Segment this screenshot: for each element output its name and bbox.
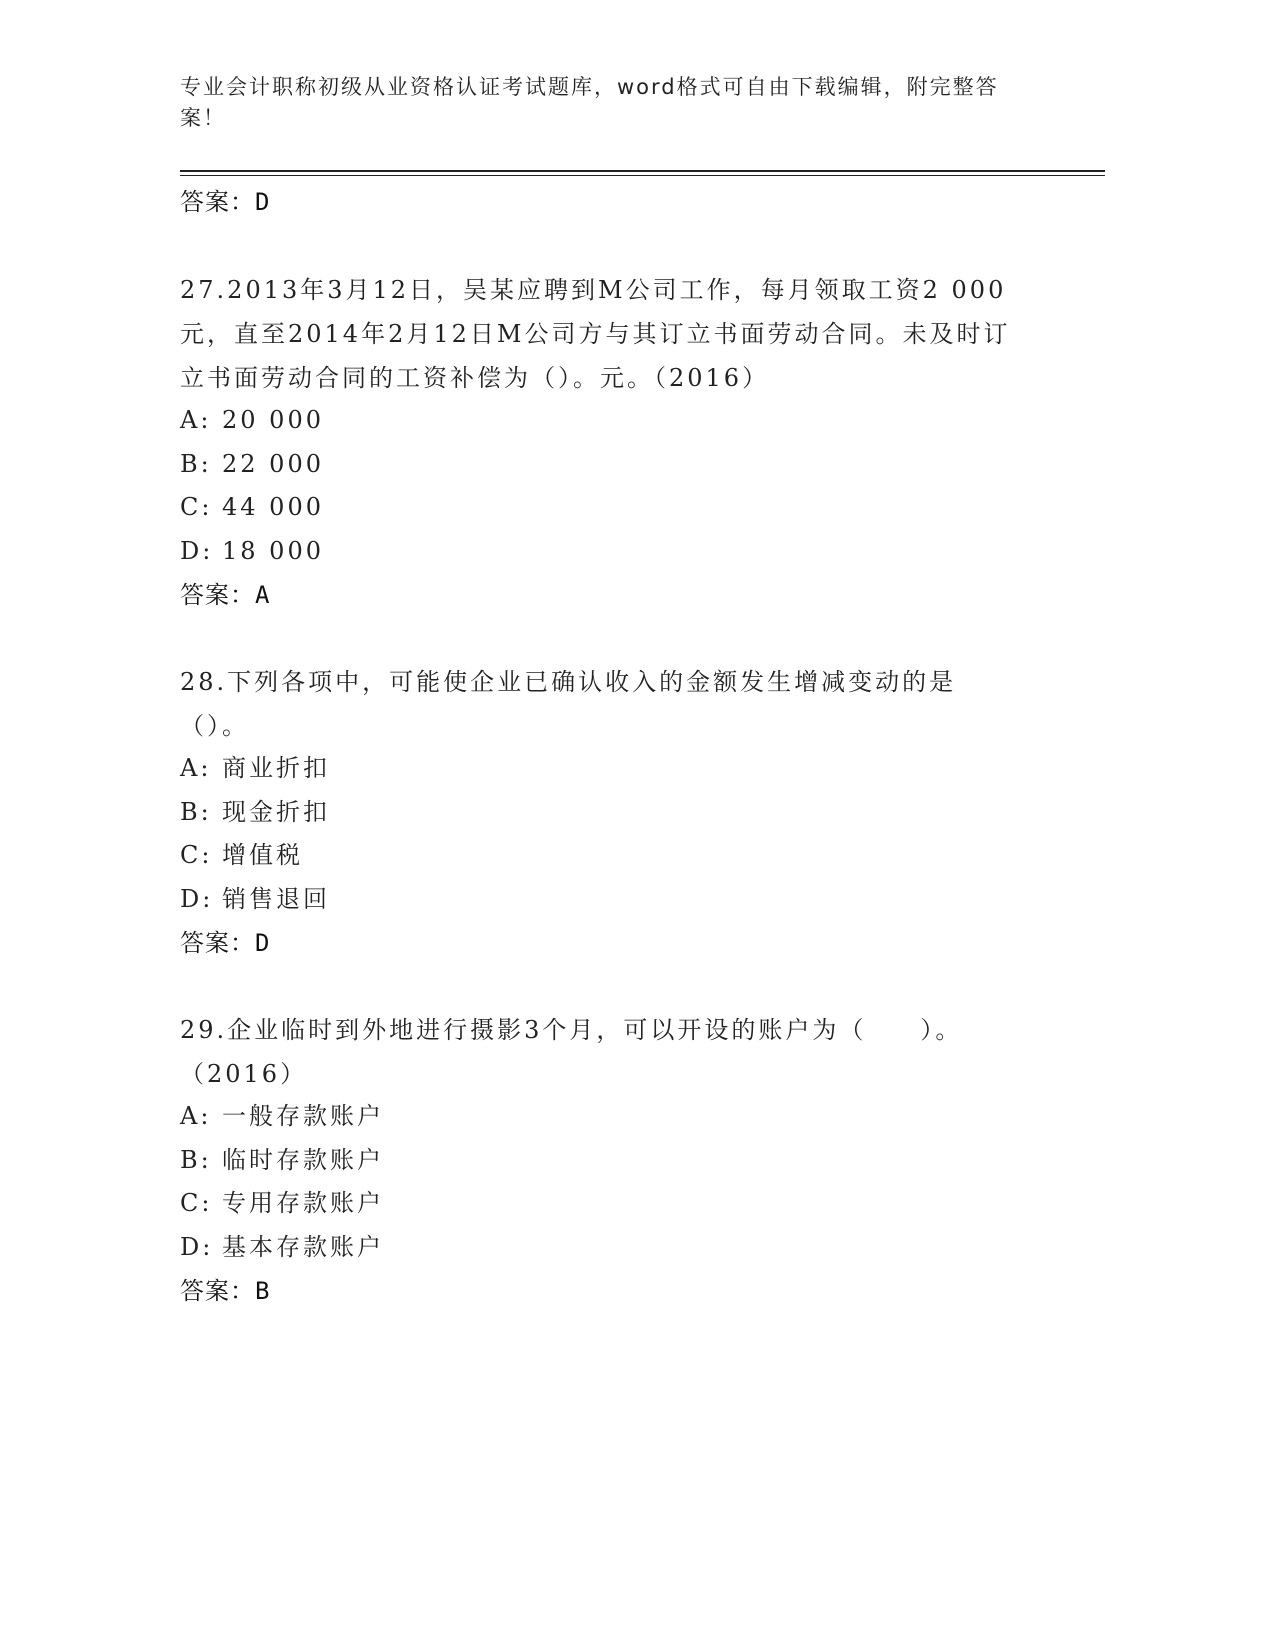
option-key: D: — [180, 1233, 214, 1261]
option-key: C: — [180, 841, 213, 869]
question-28-option-d — [180, 884, 330, 914]
option-key: C: — [180, 1189, 213, 1217]
question-27-option-d — [180, 536, 324, 566]
answer-label: 答案： — [180, 581, 255, 609]
option-key: D: — [180, 885, 214, 913]
question-28-option-c — [180, 840, 303, 870]
option-text: 22 000 — [222, 450, 324, 478]
option-text: 现金折扣 — [222, 798, 330, 826]
question-27-answer — [180, 580, 270, 610]
option-key: A: — [180, 1102, 212, 1130]
question-28-option-a — [180, 753, 330, 783]
question-29-option-b — [180, 1145, 384, 1175]
option-text: 基本存款账户 — [222, 1233, 384, 1261]
option-text: 商业折扣 — [222, 754, 330, 782]
question-28-answer — [180, 928, 270, 958]
question-29-option-c — [180, 1188, 384, 1218]
answer-label: 答案： — [180, 929, 255, 957]
option-key: D: — [180, 537, 214, 565]
option-key: B: — [180, 1146, 212, 1174]
option-text: 一般存款账户 — [222, 1102, 384, 1130]
option-text: 44 000 — [222, 493, 324, 521]
answer-label: 答案： — [180, 188, 255, 216]
option-text: 专用存款账户 — [222, 1189, 384, 1217]
question-29-option-a — [180, 1101, 384, 1131]
header-rule-thick — [180, 170, 1105, 172]
option-key: A: — [180, 406, 212, 434]
question-28-option-b — [180, 797, 330, 827]
answer-value: D — [255, 929, 271, 957]
question-29-text: 29.企业临时到外地进行摄影3个月，可以开设的账户为（ ）。（2016） — [180, 1016, 963, 1088]
prev-answer — [180, 187, 270, 217]
option-text: 临时存款账户 — [222, 1146, 384, 1174]
option-key: B: — [180, 798, 212, 826]
question-27-option-c — [180, 492, 324, 522]
question-29-answer — [180, 1276, 270, 1306]
question-27-text: 27.2013年3月12日，吴某应聘到M公司工作，每月领取工资2 000元，直至2014年2月12日M公司方与其订立书面劳动合同。未及时订立书面劳动合同的工资补偿为（）。元。（2016） — [180, 276, 1011, 392]
option-text: 增值税 — [222, 841, 303, 869]
answer-label: 答案： — [180, 1277, 255, 1305]
option-key: C: — [180, 493, 213, 521]
option-key: A: — [180, 754, 212, 782]
question-27-option-b — [180, 449, 324, 479]
option-text: 18 000 — [222, 537, 324, 565]
option-text: 20 000 — [222, 406, 324, 434]
question-27-option-a — [180, 405, 324, 435]
header-rule-thin — [180, 175, 1105, 176]
answer-value: D — [255, 188, 271, 216]
page-header-text: 专业会计职称初级从业资格认证考试题库，word格式可自由下载编辑，附完整答案！ — [180, 75, 999, 130]
question-28-text: 28.下列各项中，可能使企业已确认收入的金额发生增减变动的是（）。 — [180, 668, 957, 740]
option-text: 销售退回 — [222, 885, 330, 913]
answer-value: A — [255, 581, 271, 609]
option-key: B: — [180, 450, 212, 478]
question-29-option-d — [180, 1232, 384, 1262]
answer-value: B — [255, 1277, 271, 1305]
